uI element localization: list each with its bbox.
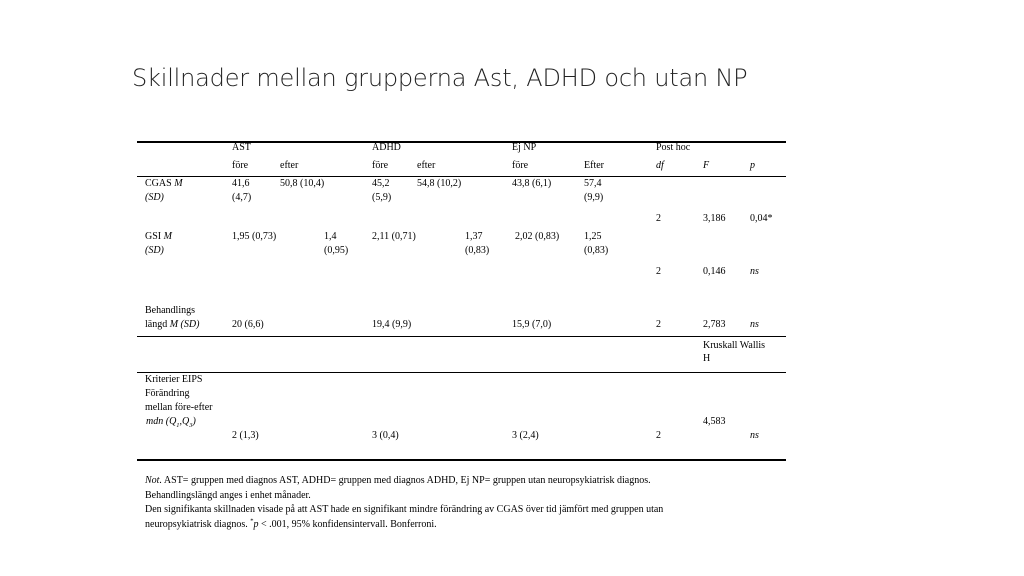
gsi-ast-fore: 1,95 (0,73) [232, 231, 277, 242]
gsi-label-sd: (SD) [145, 245, 164, 256]
gsi-ejnp-efter-sd: (0,83) [584, 245, 609, 256]
header-adhd: ADHD [372, 142, 401, 153]
section-rule-1 [137, 336, 786, 337]
cgas-df: 2 [656, 213, 661, 224]
eips-ast: 2 (1,3) [232, 430, 259, 441]
cgas-ejnp-fore: 43,8 (6,1) [512, 178, 552, 189]
gsi-ast-efter-m: 1,4 [324, 231, 337, 242]
header-f: F [703, 160, 710, 171]
cgas-f: 3,186 [703, 213, 726, 224]
cgas-label-sd: (SD) [145, 192, 164, 203]
gsi-df: 2 [656, 266, 661, 277]
gsi-label: GSI M [145, 231, 172, 242]
gsi-ejnp-fore: 2,02 (0,83) [515, 231, 560, 242]
behandling-label-line2: längd M (SD) [145, 319, 200, 330]
gsi-adhd-efter-sd: (0,83) [465, 245, 490, 256]
cgas-ejnp-efter-sd: (9,9) [584, 192, 604, 203]
header-ast-efter: efter [280, 160, 299, 171]
header-bottom-rule [137, 176, 786, 177]
note-line2: Behandlingslängd anges i enhet månader. [145, 489, 311, 501]
cgas-ejnp-efter-m: 57,4 [584, 178, 602, 189]
header-ejnp: Ej NP [512, 142, 537, 153]
cgas-ast-efter: 50,8 (10,4) [280, 178, 325, 189]
eips-adhd: 3 (0,4) [372, 430, 399, 441]
header-adhd-efter: efter [417, 160, 436, 171]
kruskal-line1: Kruskall Wallis [703, 340, 766, 351]
table-note [145, 474, 765, 532]
eips-label-line2: Förändring [145, 388, 190, 399]
behandling-df: 2 [656, 319, 661, 330]
header-p: p [750, 160, 755, 171]
cgas-adhd-fore-sd: (5,9) [372, 192, 392, 203]
table-bottom-rule [137, 459, 786, 461]
header-adhd-fore: före [372, 160, 389, 171]
cgas-label: CGAS M [145, 178, 183, 189]
cgas-ast-fore-m: 41,6 [232, 178, 250, 189]
note-line3: Den signifikanta skillnaden visade på att AST hade en signifikant mindre förändring av CGAS över tid jämfört med gruppen utan [145, 504, 664, 515]
gsi-f: 0,146 [703, 266, 726, 277]
eips-label-line3: mellan före-efter [145, 402, 213, 413]
header-ejnp-efter: Efter [584, 160, 604, 171]
behandling-ejnp: 15,9 (7,0) [512, 319, 552, 330]
gsi-adhd-fore: 2,11 (0,71) [372, 231, 416, 242]
header-ast: AST [232, 142, 251, 153]
eips-df: 2 [656, 430, 661, 441]
header-posthoc: Post hoc [656, 142, 691, 153]
cgas-adhd-fore-m: 45,2 [372, 178, 390, 189]
note-line1: Not. AST= gruppen med diagnos AST, ADHD= gruppen med diagnos ADHD, Ej NP= gruppen utan neuropsykiatrisk diagnos. [145, 475, 651, 486]
note-line4: neuropsykiatrisk diagnos. *p < .001, 95% konfidensintervall. Bonferroni. [145, 517, 437, 530]
eips-ejnp: 3 (2,4) [512, 430, 539, 441]
gsi-ast-efter-sd: (0,95) [324, 245, 349, 256]
behandling-p: ns [750, 319, 759, 330]
behandling-f: 2,783 [703, 319, 726, 330]
gsi-p: ns [750, 266, 759, 277]
behandling-ast: 20 (6,6) [232, 319, 264, 330]
kruskal-line2: H [703, 353, 711, 364]
header-ejnp-fore: före [512, 160, 529, 171]
gsi-adhd-efter-m: 1,37 [465, 231, 483, 242]
behandling-adhd: 19,4 (9,9) [372, 319, 412, 330]
header-df: df [656, 160, 664, 171]
eips-label-mdn: mdn $(Q_1,Q_3)$ [146, 416, 196, 429]
cgas-ast-fore-sd: (4,7) [232, 192, 252, 203]
eips-p: ns [750, 430, 759, 441]
eips-f: 4,583 [703, 416, 726, 427]
header-ast-fore: före [232, 160, 249, 171]
gsi-ejnp-efter-m: 1,25 [584, 231, 602, 242]
section-rule-2 [137, 372, 786, 373]
slide-title: Skillnader mellan grupperna Ast, ADHD och utan NP [132, 64, 748, 92]
behandling-label-line1: Behandlings [145, 305, 195, 316]
cgas-adhd-efter: 54,8 (10,2) [417, 178, 462, 189]
eips-label-line1: Kriterier EIPS [145, 374, 203, 385]
cgas-p: 0,04* [750, 213, 773, 224]
